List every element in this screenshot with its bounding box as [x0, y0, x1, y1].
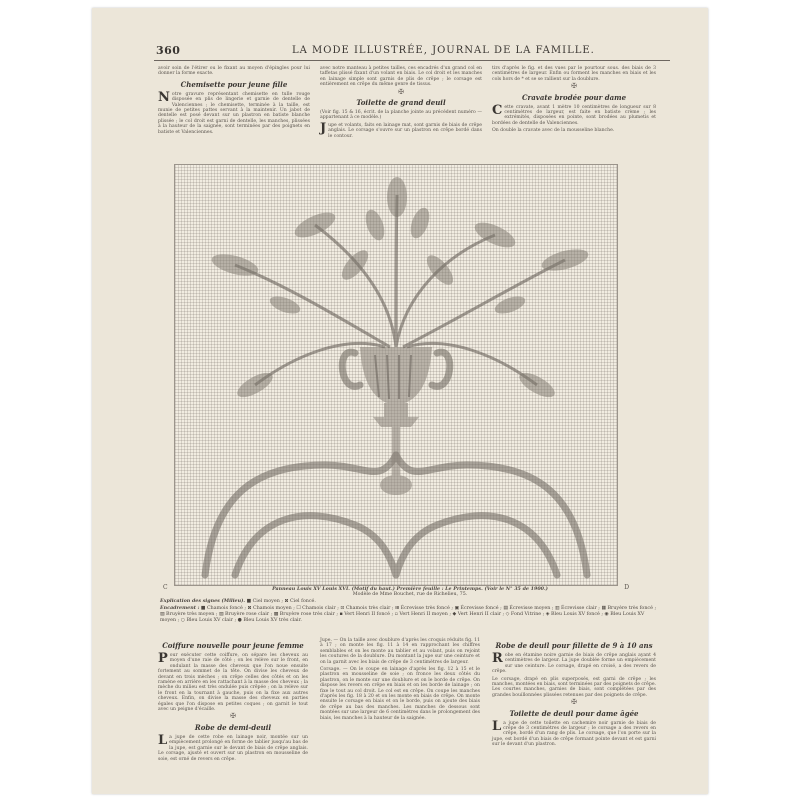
bottom-column-1: [158, 638, 308, 764]
bottom-column-3: [492, 638, 656, 750]
caption-credit: Modèle de Mme Bouchet, rue de Richelieu, 75.: [352, 592, 468, 597]
figure-caption: [160, 586, 660, 624]
page-header: [92, 42, 708, 58]
heading-coiffure: Coiffure nouvelle pour jeune femme: [162, 641, 304, 650]
corsage-instructions: Corsage. — On le coupe en lainage d'après les fig. 12 à 15 et le plastron en mousseline de soie ; on fronce les deux côtés du plastron, on le monte sur une doublure et on le borde de crêpe. On dispose les revers en crêpe en biais et on les borde de lainage ; on fixe le tout au col droit. Le col est en crêpe. On coupe les manches d'après les fig. 18 à 20 et on les monte en biais de crêpe. On monte ensuite le corsage en biais et on le borde, puis on ajoute des biais de crêpe au bas des manches. Les manches de dessous sont montées sur une largeur de 6 centimètres dans le prolongement des biais, les manches à la hauteur de la saignée.: [320, 667, 480, 721]
bottom-column-2: [320, 638, 480, 723]
ornament-icon: ✠: [398, 87, 404, 96]
heading-robe-demi-deuil: Robe de demi-deuil: [194, 722, 272, 732]
corner-mark-right: D: [624, 584, 629, 591]
page-number: 360: [156, 44, 181, 57]
dropcap: P: [158, 651, 168, 666]
jupe-instructions: Jupe. — On la taille avec doublure d'après les croquis réduits fig. 11 à 17 ; on monte les fig. 11 à 14 en rapprochant les chiffres semblables et on les monte au tablier et au volant, puis on rejoint les coutures de la doublure. Du montant la jupe sur une ceinture et on la garnit avec les biais de crêpe de 3 centimètres de largeur.: [320, 638, 480, 665]
frame-label: Encadrement :: [160, 605, 200, 611]
ornament-icon: ✠: [571, 82, 577, 91]
heading-cravate-brodee: Cravate brodée pour dame: [521, 92, 627, 102]
dropcap: L: [158, 732, 168, 748]
article-dame-agee-body: a jupe de cette toilette en cachemire noir garnie de biais de crêpe de 3 centimètres de largeur ; le corsage a des revers en crêpe, bordé d'un rang de plis. Le corsage, que l'on porte sur la jupe, est bordé d'un biais de crêpe formant pointe devant et est garni sur le devant d'un plastron.: [492, 720, 656, 748]
figure-reference: (Voir fig. 15 & 16, écrit. de la planche jointe au précédent numéro — appartenant à ce modèle.): [320, 110, 482, 121]
corner-mark-left: C: [163, 584, 168, 591]
heading-robe-fillette: Robe de deuil pour fillette de 9 à 10 ans: [495, 641, 653, 650]
top-column-3: [492, 66, 656, 136]
article-cravate: [492, 102, 656, 127]
embroidery-pattern-illustration: [175, 165, 617, 585]
header-rule: [154, 60, 670, 61]
top-column-2: [320, 66, 482, 141]
article-cravate-body: ette cravate, avant 1 mètre 10 centimètres de longueur sur 8 centimètres de largeur, est faite en batiste crème ; les extrémités, disposées en pointe, sont brodées au plumetis et bordées de dentelle de Valenciennes.: [492, 104, 656, 126]
column-2-intro: avec notre manteau à petites tailles, ces encadrés d'un grand col en taffetas plissé fixant d'un volant en biais. Le col droit et les manches en lainage simple sont garnis de plis de crêpe ; le corsage est entièrement en crêpe du même genre de tissus.: [320, 66, 482, 88]
article-coiffure: [158, 653, 308, 712]
article-coiffure-body: our exécuter cette coiffure, on sépare les cheveux au moyen d'une raie de côté ; on les relève sur le front, en ondulant la masse des cheveux que l'on noue ensuite fortement au sommet de la tête. On divise les cheveux de devant en trois mèches ; on crêpe celles des côtés et on les ramène en arrière en les rattachant à la masse des cheveux ; la mèche du milieu est très ondulée puis crêpée ; on la relève sur le front en la tournant à gauche, puis on la fixe aux autres cheveux. Enfin, on divise la masse des cheveux en parties égales que l'on dispose en petites coques ; on garnit le tout avec un peigne d'écaille.: [158, 653, 308, 713]
article-fillette-body: obe en étamine noire garnie de biais de crêpe anglais ayant 4 centimètres de largeur. La jupe doublée forme un empiècement sur une ceinture. Le corsage, drapé en croisé, a des revers de crêpe.: [492, 653, 656, 675]
frame-legend: [160, 605, 660, 624]
heading-toilette-grand-deuil: Toilette de grand deuil: [356, 98, 446, 108]
ornament-icon: ✠: [571, 698, 577, 707]
ornament-icon: ✠: [230, 712, 236, 721]
page-sheet: [92, 8, 708, 794]
article-fillette-continued: Le corsage, drapé en plis superposés, est garni de crêpe ; les manches, montées en biais, sont terminées par des poignets de crêpe. Les courtes manches, garnies de biais, sont complétées par des grandes bouillonnées plissées retenues par des poignets de crêpe.: [492, 676, 656, 698]
article-cravate-tail: On double la cravate avec de la mousseline blanche.: [492, 128, 615, 134]
legend-line: [160, 598, 660, 605]
heading-dame-agee: Toilette de deuil pour dame âgée: [509, 708, 639, 718]
article-demi-deuil: [158, 732, 308, 762]
dropcap: C: [492, 102, 503, 118]
article-chemisette-body: otre gravure représentant chemisette en tulle rouge disposée en plis de lingerie et garnie de dentelle de Valenciennes ; le chemisette, terminée à la taille, est munie de petites pattes servant à la maintenir. Un jabot de dentelle est posé devant sur un plastron en batiste blanche plissée ; le col droit est garni de dentelle, les manches, plissées à la hauteur de la saignée, sont terminées par des poignets en batiste et Valenciennes.: [158, 91, 310, 135]
article-grand-deuil: [320, 120, 482, 139]
dropcap: J: [320, 120, 327, 136]
dropcap: R: [492, 651, 503, 666]
article-chemisette: [158, 89, 310, 135]
legend-text: ■ Ciel moyen ; ⊠ Ciel foncé.: [246, 599, 316, 604]
top-column-1: [158, 66, 310, 137]
article-demi-deuil-body: a jupe de cette robe en lainage noir, montée sur un empiècement prolongé en forme de tablier jusqu'au bas de la jupe, est garnie sur le devant de biais de crêpe anglais. Le corsage, ajusté et ouvert sur un plastron en mousseline de soie, est orné de revers en crêpe.: [158, 734, 308, 762]
article-grand-deuil-body: upe et volants, faits en lainage mat, sont garnis de biais de crêpe anglais. Le corsage s'ouvre sur un plastron en crêpe bordé dans le contour.: [328, 122, 482, 139]
dropcap: L: [492, 718, 502, 734]
legend-label: Explication des signes (Milieu).: [160, 598, 246, 604]
frame-text: ■ Chamois foncé ; ⊠ Chamois moyen ; ☐ Chamois clair ; ⊡ Chamois très clair ; ⊞ Écrevisse très foncé ; ▣ Écrevisse foncé ; ▤ Écrevisse moyen ; ▥ Écrevisse clair ; ▦ Bruyère très foncé ; ▧ Bruyère très moyen ; ▨ Bruyère rose clair ; ▩ Bruyère rose très clair ; ▪ Vert Henri II foncé ; ▫ Vert Henri II moyen ; ◆ Vert Henri II clair ; ◇ Fond Vitrine ; ◈ Bleu Louis XV foncé ; ◉ Bleu Louis XV moyen ; ○ Bleu Louis XV clair ; ● Bleu Louis XV très clair.: [160, 606, 657, 623]
article-fillette: [492, 653, 656, 675]
heading-chemisette: Chemisette pour jeune fille: [180, 79, 288, 89]
column-3-intro: tirs d'après le fig. et des vues par le pourtour sous. des biais de 3 centimètres de largeur. Enfin ou forment les manches en biais et les cols hors de * et se se rallient sur la doublure.: [492, 66, 656, 82]
journal-title: LA MODE ILLUSTRÉE, JOURNAL DE LA FAMILLE.: [292, 45, 595, 56]
caption-title: Panneau Louis XV Louis XVI. (Motif du haut.) Première feuille : Le Printemps. (Voir le N° 35 de 1900.): [272, 586, 548, 592]
column-1-intro: avoir soin de l'étirer ou le fixant au moyen d'épingles pour lui donner la forme exacte.: [158, 66, 310, 77]
dropcap: N: [158, 89, 170, 105]
article-dame-agee: [492, 718, 656, 748]
